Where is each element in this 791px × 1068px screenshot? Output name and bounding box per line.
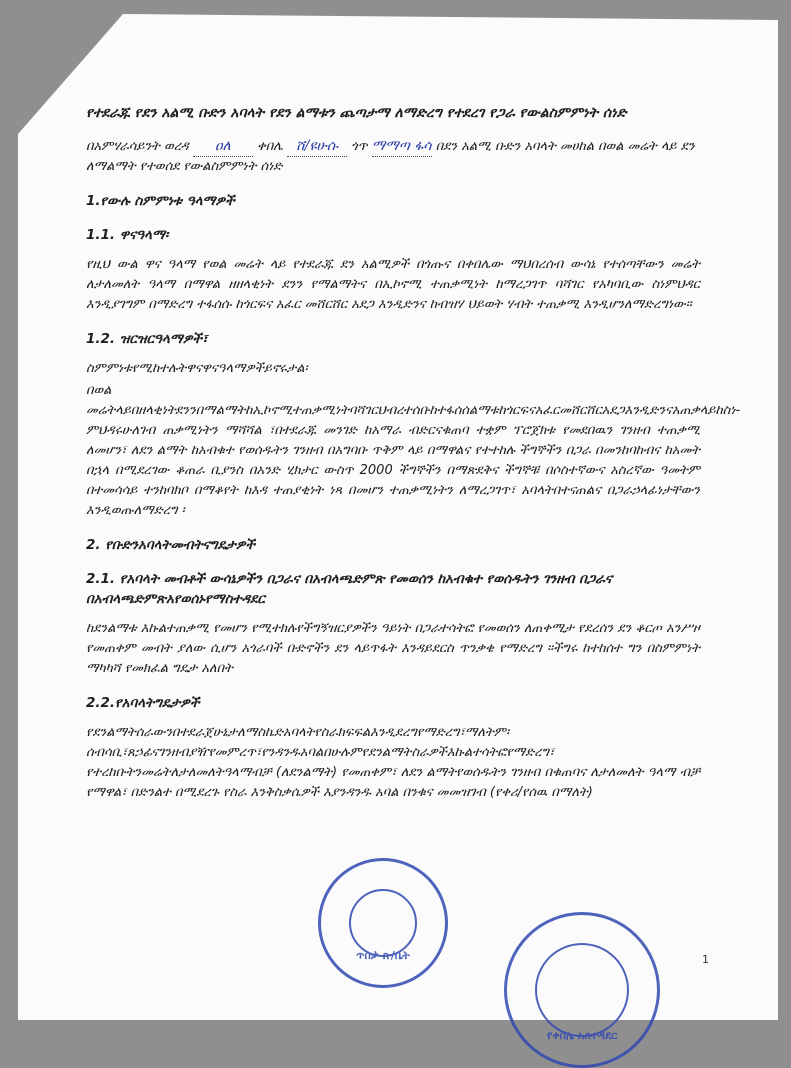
stamp-text: ጥበቃ ጽ/ቤት bbox=[356, 949, 410, 962]
section-2-1-paragraph: ከደንልማቱ እኩልተጠቃሚ የመሆን የሚተክሉየችግኝዝርያዎችን ዓይነት በጋራተሳትፎ የመወሰን ለጠቀሚታ የደረሰን ደን ቆርጦ አንሥዞ የመጠቀም መብት ያለው ሲሆን አጎራባች ቡድኖችን ደን ላይጥፋት እንዳይደርስ ጥንቃቄ የማድረግ ፡፡ችግሩ ከተከሰተ ግን በስምምነት ማካካሻ የመክፈል ግዴታ አለበት bbox=[86, 621, 700, 676]
section-2-1-heading: 2.1. የአባላት መብቶች ውሳኔዎችን በጋራና በአብላጫድምጽ የመወሰን ከአብቁተ የወሰዱትን ገንዘብ በጋራና በአብላጫድምጽአየወሰኑየማስተዳደር bbox=[86, 571, 613, 607]
section-2-2-heading: 2.2.የአባላትግዴታዎች bbox=[86, 695, 200, 711]
document-body bbox=[86, 96, 741, 813]
section-2-heading: 2. የቡድንአባላትመብትናግዴታዎች bbox=[86, 537, 255, 553]
section-1-2-heading: 1.2. ዝርዝርዓላማዎች፣ bbox=[86, 331, 208, 347]
kebele-label: ቀበሌ bbox=[256, 139, 283, 154]
stamp-inner-ring bbox=[349, 889, 417, 957]
got-label: ጎጥ bbox=[351, 139, 368, 154]
got-value: ማማጣ ፋሳ bbox=[372, 136, 432, 157]
section-1-heading: 1.የውሉ ስምምነቱ ዓላማዎች bbox=[86, 193, 235, 209]
intro-line bbox=[86, 136, 700, 177]
intro-prefix: በአምሃራሳይንት ወረዳ bbox=[86, 139, 189, 154]
section-2-2-paragraph: የደንልማትሰራውንበተደራጀሁኔታለማስኬድአባላትየስራክፍፍልእንዲደረግየማድረግ፣ማለትም፡ሰብሳቢ፣ጸኃፊናገንዘብያዥየመምረጥ፣የንዳንዱአባልበሁሉምየደንልማትስራዎችእኩልተሳትፎየማድረግ፣ የተረከቡትንመሬትለታለመለትዓላማብቻ (ለደንልማት) የመጠቀም፣ ለደን ልማትየወሰዱትን ገንዘብ በቁጠባና ለታለመለት ዓላማ ብቻ የማዋል፣ በድንልተ በሚደረጉ የስራ እንቅስቃሴዎች እያንዳንዱ አባል በንቁና መመዝገብ (የቀሪ/የሰዉ በማለት) bbox=[86, 725, 700, 800]
kebele-value: ሸ/ዩሁሱ bbox=[287, 136, 347, 157]
document-title: የተደራጁ የደን አልሚ ቡድን አባላት የደን ልማቱን ጨጣታማ ለማድረግ የተደረገ የጋራ የውልስምምነት ሰነድ bbox=[86, 105, 627, 121]
section-1-1-paragraph: የዚህ ውል ዋና ዓላማ የወል መሬት ላይ የተደራጁ ደን አልሚዎች በጎጡና በቀበሌው ማህበረሰብ ውሳኔ የተሰጣቸውን መሬት ለታለመለት ዓላማ በማዋል ዘዘላቂነት ደንን የማልማትና በኢኮኖሚ ተጠቃሚነት ከማረጋገጥ ባሻገር የአካባቢው ስነምህዳር እንዲያገግም በማድረግ ተፋሰሱ ከጎርፍና አፈር መሸርሸር አደጋ እንዲድንና ከብዝሃ ህይወት ሃብት ተጠቃሚ እንዲሆንለማድረግነው፡፡ bbox=[86, 257, 700, 312]
section-1-2-lead: ስምምነቱየሚከተሉትዋናዋናዓላማዎችይኖሩታል፡ bbox=[86, 361, 308, 376]
woreda-value: ዐለ bbox=[193, 136, 253, 157]
official-stamp bbox=[504, 912, 660, 1068]
page-number: 1 bbox=[702, 953, 709, 966]
official-stamp bbox=[318, 858, 448, 988]
stamp-inner-ring bbox=[535, 943, 629, 1037]
intro-suffix: በደን አልሚ ቡድን አባላት መሀከል በወል መሬት ላይ ደን ለማልማት የተወሰደ የውልስምምነት ሰነድ bbox=[86, 139, 695, 174]
section-1-1-heading: 1.1. ዋናዓላማ፡ bbox=[86, 227, 169, 243]
section-1-2-paragraph: በወል መሬትላይበዘላቂነትደንንበማልማትከኢኮኖሚተጠቃሚነትባሻገርህብረተሰቡከተፋሰሰልማቱከጎርፍናአፈርመሸርሸርአደጋእንዲድንናአጠቃላይከስነ-ምህዳሩሁለገብ ጠቃሚነትን ማሻሻል ፣በተደራጁ መንገድ ከአማራ ብድርናቁጠባ ተቋም ፕሮጀክቱ የመደበዉን ገንዘብ ተጠቃሚ ለመሆን፣ ለደን ልማት ከአብቁተ የወሰዱትን ገንዘብ በአግባቡ ጥቅም ላይ በማዋልና የተተከሉ ችግኞችን በጋራ በመንከባከብና ከአመት በኋላ በሚደረገው ቆጠራ ቢያንስ በአንድ ሂክታር ውስጥ 2000 ችግኞችን በማጽደቅና ችግኞቹ በሶስተኛውና አስረኛው ዓመትም በተመሳሳይ ተንከባክቦ በማቆየት ከእዳ ተጠያቂነት ነጻ በመሆን ተጠቃሚነትን ለማረጋገጥ፣ አባላትበተናጠልና በጋራኃላፊነታቸውን እንዲወጡለማድረግ ፡ bbox=[86, 383, 741, 518]
stamp-text: የቀበሌ አስተዳደር bbox=[546, 1029, 618, 1042]
